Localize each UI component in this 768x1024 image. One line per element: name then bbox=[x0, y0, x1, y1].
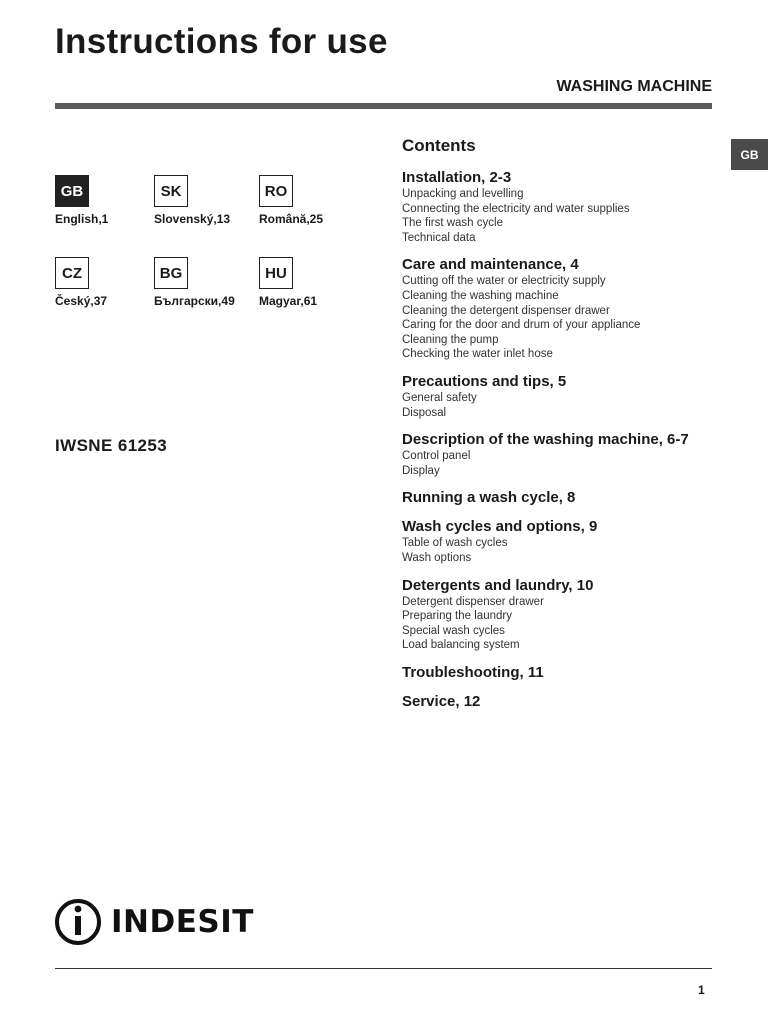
contents-item[interactable]: Unpacking and levelling bbox=[402, 188, 524, 200]
language-gb[interactable] bbox=[55, 175, 165, 226]
language-label: Română,25 bbox=[259, 212, 324, 226]
contents-item[interactable]: Caring for the door and drum of your appliance bbox=[402, 319, 641, 332]
contents-section bbox=[402, 169, 722, 245]
contents-item[interactable]: Control panel bbox=[402, 450, 471, 463]
contents-section bbox=[402, 693, 722, 711]
contents-item[interactable]: Disposal bbox=[402, 406, 447, 419]
page-title: Instructions for use bbox=[55, 22, 388, 61]
brand-logo bbox=[54, 898, 254, 946]
contents-item[interactable]: Checking the water inlet hose bbox=[402, 348, 553, 361]
contents-section-title[interactable]: Troubleshooting, 11 bbox=[402, 663, 544, 681]
language-label: Český,37 bbox=[55, 294, 108, 308]
contents-section-title[interactable]: Running a wash cycle, 8 bbox=[402, 489, 576, 507]
contents-section bbox=[402, 256, 722, 362]
contents-section bbox=[402, 373, 722, 420]
contents-section bbox=[402, 518, 722, 565]
contents-item[interactable]: Display bbox=[402, 464, 440, 477]
model-number: IWSNE 61253 bbox=[55, 436, 168, 455]
language-sk[interactable] bbox=[154, 175, 264, 226]
language-cz[interactable] bbox=[55, 257, 165, 308]
contents-section bbox=[402, 489, 722, 507]
table-of-contents bbox=[402, 136, 722, 722]
language-code-box: HU bbox=[259, 257, 293, 289]
language-label: Slovenský,13 bbox=[154, 212, 231, 226]
language-bg[interactable] bbox=[154, 257, 264, 308]
language-label: Magyar,61 bbox=[259, 294, 318, 308]
contents-item[interactable]: Technical data bbox=[402, 231, 476, 244]
page-number: 1 bbox=[698, 983, 705, 997]
language-code-box: BG bbox=[154, 257, 188, 289]
contents-section-title[interactable]: Service, 12 bbox=[402, 692, 481, 710]
contents-section-title[interactable]: Precautions and tips, 5 bbox=[402, 372, 567, 390]
language-ro[interactable] bbox=[259, 175, 369, 226]
language-code-box: CZ bbox=[55, 257, 89, 289]
contents-item[interactable]: Cleaning the detergent dispenser drawer bbox=[402, 304, 610, 317]
contents-section bbox=[402, 664, 722, 682]
language-code-box: SK bbox=[154, 175, 188, 207]
language-side-tab: GB bbox=[731, 139, 768, 170]
product-type: WASHING MACHINE bbox=[556, 78, 712, 95]
contents-section-title[interactable]: Installation, 2-3 bbox=[402, 169, 512, 186]
contents-item[interactable]: Table of wash cycles bbox=[402, 537, 508, 550]
contents-section-title[interactable]: Detergents and laundry, 10 bbox=[402, 576, 594, 594]
contents-section bbox=[402, 577, 722, 653]
contents-item[interactable]: Cleaning the washing machine bbox=[402, 289, 559, 302]
contents-item[interactable]: Wash options bbox=[402, 551, 472, 564]
brand-name: INDESIT bbox=[111, 904, 254, 940]
contents-section bbox=[402, 431, 722, 478]
contents-item[interactable]: General safety bbox=[402, 391, 477, 404]
language-label: English,1 bbox=[55, 212, 109, 226]
contents-item[interactable]: Preparing the laundry bbox=[402, 610, 512, 623]
contents-item[interactable]: Special wash cycles bbox=[402, 624, 505, 637]
contents-heading: Contents bbox=[402, 136, 476, 155]
header-divider bbox=[55, 103, 712, 109]
contents-item[interactable]: Load balancing system bbox=[402, 639, 520, 652]
language-label: Български,49 bbox=[154, 294, 235, 308]
indesit-power-logo-icon bbox=[54, 898, 104, 946]
contents-item[interactable]: The first wash cycle bbox=[402, 217, 503, 230]
contents-sections bbox=[402, 169, 722, 711]
contents-item[interactable]: Detergent dispenser drawer bbox=[402, 595, 544, 608]
contents-item[interactable]: Connecting the electricity and water supplies bbox=[402, 202, 630, 215]
language-hu[interactable] bbox=[259, 257, 369, 308]
contents-item[interactable]: Cleaning the pump bbox=[402, 333, 499, 346]
contents-item[interactable]: Cutting off the water or electricity supply bbox=[402, 275, 606, 288]
contents-section-title[interactable]: Care and maintenance, 4 bbox=[402, 256, 579, 274]
contents-section-title[interactable]: Wash cycles and options, 9 bbox=[402, 518, 598, 536]
language-code-box: GB bbox=[55, 175, 89, 207]
language-code-box: RO bbox=[259, 175, 293, 207]
footer-divider bbox=[55, 968, 712, 969]
contents-section-title[interactable]: Description of the washing machine, 6-7 bbox=[402, 431, 689, 449]
